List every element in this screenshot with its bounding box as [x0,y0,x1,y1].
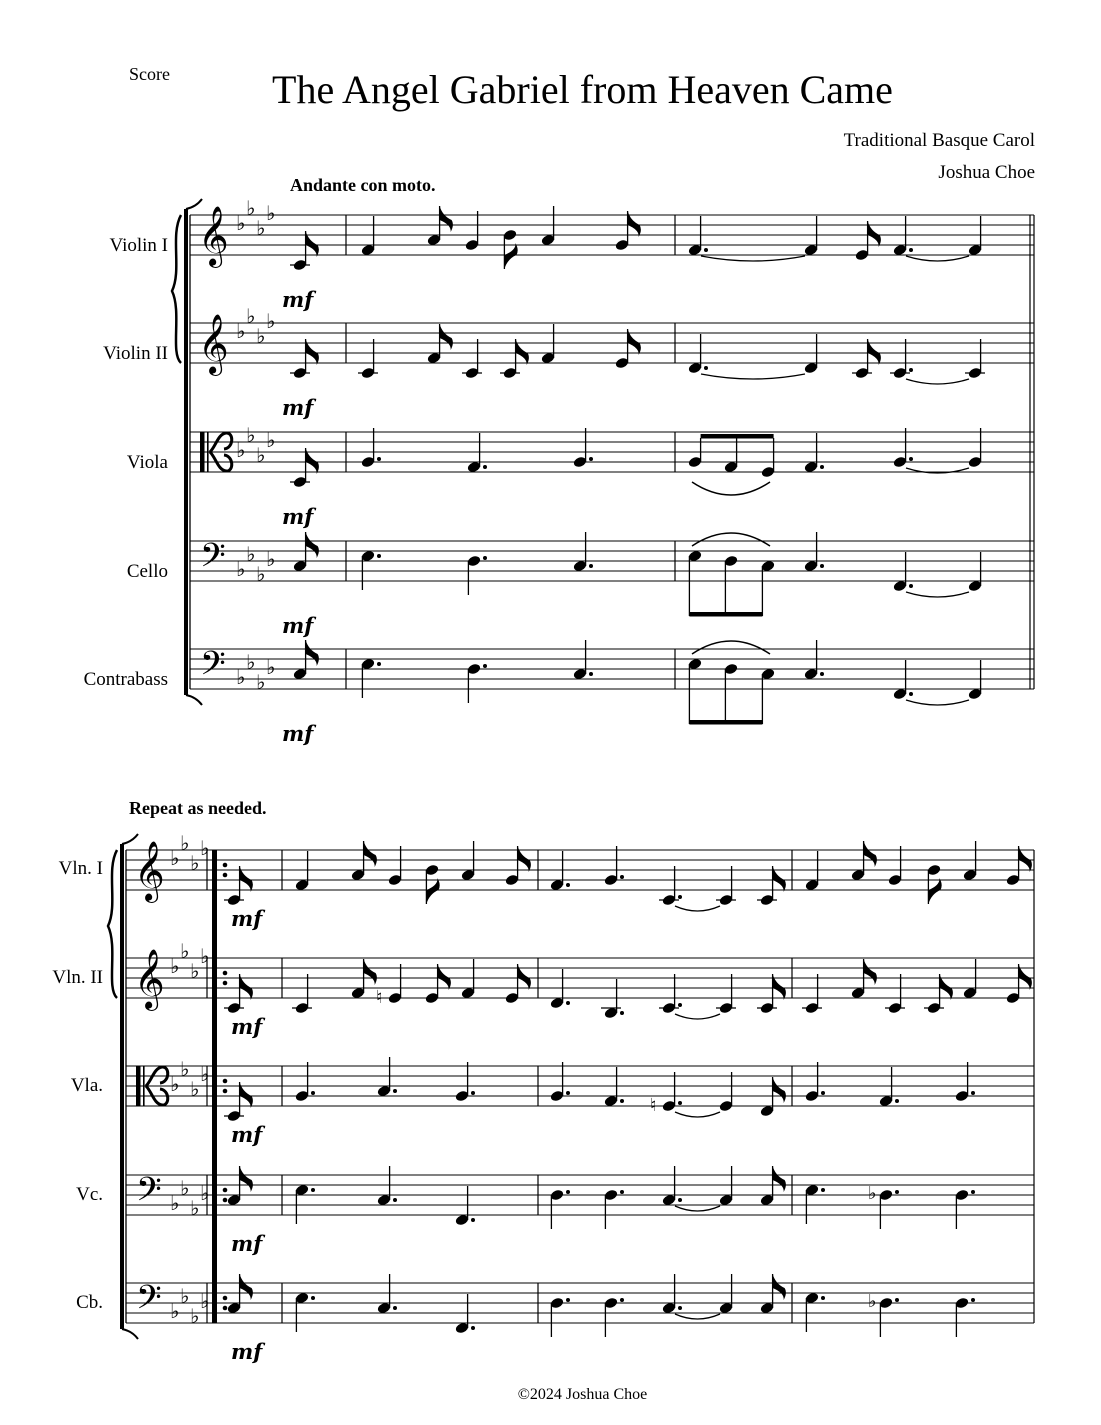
repeat-dot [223,1306,228,1311]
arranger-credit: Joshua Choe [938,162,1035,183]
augmentation-dot [471,1218,475,1222]
alto-clef [143,1066,145,1106]
augmentation-dot [377,554,381,558]
key-signature-flat: ♭ [170,954,180,978]
alto-clef [207,432,209,472]
key-signature-flat: ♭ [266,309,276,333]
key-signature-flat: ♭ [190,1304,200,1328]
treble-clef: 𝄞 [134,841,165,901]
augmentation-dot [483,556,487,560]
beam [701,434,774,439]
key-signature-flat: ♭ [236,557,246,581]
augmentation-dot [620,1099,624,1103]
key-signature-flat: ♭ [180,939,190,963]
repeat-dot [223,1188,228,1193]
bass-clef: 𝄢 [200,537,226,583]
augmentation-dot [589,457,593,461]
augmentation-dot [471,1326,475,1330]
instrument-label-vla: Vla. [70,1075,103,1096]
augmentation-dot [678,895,682,899]
key-signature-flat: ♭ [246,423,256,447]
key-signature-flat: ♭ [170,846,180,870]
treble-clef: 𝄞 [134,949,165,1009]
augmentation-dot [393,1306,397,1310]
instrument-label-violin-1: Violin I [109,235,168,256]
augmentation-dot [909,584,913,588]
repeat-dot [223,981,228,986]
key-signature-flat: ♭ [180,1176,190,1200]
augmentation-dot [895,1099,899,1103]
augmentation-dot [566,1190,570,1194]
system-bracket [186,695,202,705]
beam [689,612,762,617]
tie [906,256,969,261]
key-signature-flat: ♭ [246,650,256,674]
bass-clef: 𝄢 [136,1171,162,1217]
treble-clef: 𝄞 [198,206,229,266]
flat-sign: ♭ [868,1183,877,1204]
augmentation-dot [678,1198,682,1202]
key-signature-flat: ♭ [190,851,200,875]
bass-clef: 𝄢 [200,645,226,691]
augmentation-dot [820,465,824,469]
key-signature-flat: ♭ [200,944,210,968]
instrument-label-vc: Vc. [76,1184,103,1205]
augmentation-dot [393,1198,397,1202]
instrument-label-vln-1: Vln. I [58,858,103,879]
note-flag [306,640,319,666]
key-signature-flat: ♭ [200,1181,210,1205]
tie [675,1014,720,1019]
instrument-label-contrabass: Contrabass [83,669,168,690]
augmentation-dot [971,1091,975,1095]
augmentation-dot [566,1001,570,1005]
tie [675,1112,720,1117]
repeat-dot [223,1089,228,1094]
dynamic-mf: mf [282,395,314,420]
augmentation-dot [821,1188,825,1192]
instrument-label-cb: Cb. [76,1292,103,1313]
note-flag [364,959,377,985]
augmentation-dot [589,672,593,676]
composer-credit: Traditional Basque Carol [843,130,1035,151]
augmentation-dot [678,1003,682,1007]
natural-sign: ♮ [650,1095,657,1116]
flat-sign: ♭ [868,1291,877,1312]
tie [906,592,969,597]
augmentation-dot [377,457,381,461]
augmentation-dot [821,1091,825,1095]
note-flag [773,1274,786,1300]
augmentation-dot [377,662,381,666]
instrument-label-viola: Viola [126,452,168,473]
augmentation-dot [704,248,708,252]
augmentation-dot [820,564,824,568]
key-signature-flat: ♭ [266,547,276,571]
note-flag [426,878,439,904]
natural-sign: ♮ [376,987,383,1008]
augmentation-dot [311,1091,315,1095]
tempo-marking: Andante con moto. [290,175,436,195]
augmentation-dot [311,1296,315,1300]
bass-clef: 𝄢 [136,1279,162,1325]
dynamic-mf: mf [282,721,314,746]
tie [675,1314,720,1319]
augmentation-dot [909,368,913,372]
augmentation-dot [483,465,487,469]
instrument-label-cello: Cello [126,561,168,582]
dynamic-mf: mf [282,287,314,312]
dynamic-mf: mf [282,504,314,529]
note-flag [928,878,941,904]
repeat-dot [223,1296,228,1301]
augmentation-dot [909,457,913,461]
alto-clef [136,1066,141,1106]
augmentation-dot [471,1091,475,1095]
key-signature-flat: ♭ [200,1289,210,1313]
key-signature-flat: ♭ [190,959,200,983]
key-signature-flat: ♭ [180,831,190,855]
augmentation-dot [620,1190,624,1194]
note-flag [773,1166,786,1192]
key-signature-flat: ♭ [236,665,246,689]
tie [701,256,805,261]
key-signature-flat: ♭ [266,428,276,452]
augmentation-dot [393,1089,397,1093]
augmentation-dot [895,1190,899,1194]
augmentation-dot [971,1190,975,1194]
repeat-dot [223,863,228,868]
augmentation-dot [678,1101,682,1105]
note-flag [504,243,517,269]
key-signature-flat: ♭ [256,324,266,348]
slur [692,533,770,546]
key-signature-flat: ♭ [200,1062,210,1086]
note-flag [440,324,453,350]
augmentation-dot [566,883,570,887]
note-flag [364,841,377,867]
repeat-dot [223,971,228,976]
slur [692,641,770,654]
alto-clef [200,432,205,472]
augmentation-dot [483,664,487,668]
note-flag [240,1274,253,1300]
key-signature-flat: ♭ [236,438,246,462]
tie [701,374,805,379]
key-signature-flat: ♭ [266,655,276,679]
staff-brace [172,215,181,363]
augmentation-dot [909,692,913,696]
key-signature-flat: ♭ [236,319,246,343]
tie [675,1206,720,1211]
augmentation-dot [820,672,824,676]
dynamic-mf: mf [231,1231,263,1256]
augmentation-dot [620,875,624,879]
note-flag [240,1166,253,1192]
key-signature-flat: ♭ [180,1057,190,1081]
key-signature-flat: ♭ [170,1191,180,1215]
system-bracket [122,1329,138,1339]
copyright-notice: ©2024 Joshua Choe [517,1386,648,1403]
instrument-label-violin-2: Violin II [103,343,168,364]
key-signature-flat: ♭ [246,196,256,220]
augmentation-dot [895,1298,899,1302]
key-signature-flat: ♭ [236,211,246,235]
note-flag [306,532,319,558]
key-signature-flat: ♭ [266,201,276,225]
key-signature-flat: ♭ [170,1299,180,1323]
key-signature-flat: ♭ [256,216,266,240]
repeat-instruction: Repeat as needed. [129,798,267,818]
beam [689,720,762,725]
dynamic-mf: mf [231,906,263,931]
augmentation-dot [620,1011,624,1015]
note-flag [864,959,877,985]
key-signature-flat: ♭ [200,836,210,860]
augmentation-dot [311,1188,315,1192]
augmentation-dot [821,1296,825,1300]
dynamic-mf: mf [231,1122,263,1147]
augmentation-dot [909,248,913,252]
repeat-dot [223,1198,228,1203]
key-signature-flat: ♭ [256,670,266,694]
augmentation-dot [678,1306,682,1310]
key-signature-flat: ♭ [180,1284,190,1308]
treble-clef: 𝄞 [198,314,229,374]
key-signature-flat: ♭ [170,1072,180,1096]
instrument-label-vln-2: Vln. II [52,967,103,988]
key-signature-flat: ♭ [246,304,256,328]
augmentation-dot [971,1298,975,1302]
note-flag [864,841,877,867]
key-signature-flat: ♭ [190,1196,200,1220]
tie [675,906,720,911]
augmentation-dot [566,1091,570,1095]
staff-brace [108,850,117,998]
key-signature-flat: ♭ [190,1077,200,1101]
dynamic-mf: mf [282,613,314,638]
repeat-dot [223,1079,228,1084]
augmentation-dot [589,564,593,568]
note-flag [440,206,453,232]
augmentation-dot [620,1298,624,1302]
repeat-barline-thick [212,850,217,1323]
augmentation-dot [704,366,708,370]
slur [692,482,770,495]
note-flag [773,1077,786,1103]
augmentation-dot [566,1298,570,1302]
tie [906,700,969,705]
repeat-dot [223,873,228,878]
score-label: Score [129,64,170,84]
key-signature-flat: ♭ [246,542,256,566]
dynamic-mf: mf [231,1339,263,1364]
key-signature-flat: ♭ [256,443,266,467]
dynamic-mf: mf [231,1014,263,1039]
tie [906,379,969,384]
key-signature-flat: ♭ [256,562,266,586]
page-title: The Angel Gabriel from Heaven Came [272,67,893,112]
